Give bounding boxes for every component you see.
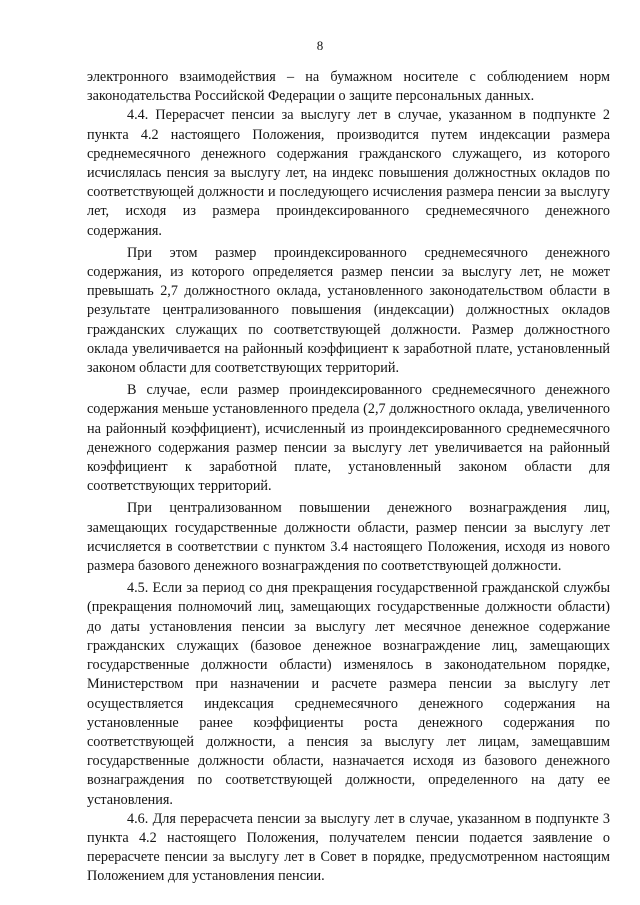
document-body [87, 68, 610, 887]
paragraph-4-5: 4.5. Если за период со дня прекращения государственной гражданской службы (прекращения полномочий лиц, замещающих государственные должности области) до даты установления пенсии за выслугу лет месячное денежное содержание гражданских служащих (базовое денежное вознаграждение лиц, замещающих государственные должности области) изменялось в законодательном порядке, Министерством при назначении и расчете размера пенсии за выслугу лет осуществляется индексация среднемесячного денежного содержания на установленные ранее коэффициенты роста денежного содержания по соответствующей должности, а пенсия за выслугу лет лицам, замещавшим государственные должности области, назначается исходя из базового денежного вознаграждения по соответствующей должности, определенного на дату ее установления. [87, 580, 610, 808]
paragraph-4-4: 4.4. Перерасчет пенсии за выслугу лет в случае, указанном в подпункте 2 пункта 4.2 настоящего Положения, производится путем индексации размера среднемесячного денежного содержания гражданского служащего, из которого исчислялась пенсия за выслугу лет, на индекс повышения должностных окладов по соответствующей должности и последующего исчисления размера пенсии за выслугу лет, исходя из размера проиндексированного среднемесячного денежного содержания. [87, 107, 610, 239]
paragraph-4-6: 4.6. Для перерасчета пенсии за выслугу лет в случае, указанном в подпункте 3 пункта 4.2 настоящего Положения, получателем пенсии подается заявление о перерасчете пенсии за выслугу лет в Совет в порядке, предусмотренном настоящим Положением для установления пенсии. [87, 810, 610, 885]
paragraph-continuation: электронного взаимодействия – на бумажном носителе с соблюдением норм законодательства Российской Федерации о защите персональных данных. [87, 69, 610, 105]
paragraph-indexation-limit: При этом размер проиндексированного среднемесячного денежного содержания, из которого определяется размер пенсии за выслугу лет, не может превышать 2,7 должностного оклада, установленного законодательством области в результате централизованного повышения (индексации) должностных окладов гражданских служащих по соответствующей должности. Размер должностного оклада увеличивается на районный коэффициент к заработной плате, установленный законом области для соответствующих территорий. [87, 244, 610, 377]
paragraph-below-limit: В случае, если размер проиндексированного среднемесячного денежного содержания меньше установленного предела (2,7 должностного оклада, увеличенного на районный коэффициент), исчисленный из проиндексированного среднемесячного денежного содержания размер пенсии за выслугу лет увеличивается на районный коэффициент к заработной плате, установленный законом области для соответствующих территорий. [87, 382, 610, 495]
page-number: 8 [316, 38, 324, 53]
paragraph-centralized-increase: При централизованном повышении денежного вознаграждения лиц, замещающих государственные должности области, размер пенсии за выслугу лет исчисляется в соответствии с пунктом 3.4 настоящего Положения, исходя из нового размера базового денежного вознаграждения по соответствующей должности. [87, 500, 610, 575]
